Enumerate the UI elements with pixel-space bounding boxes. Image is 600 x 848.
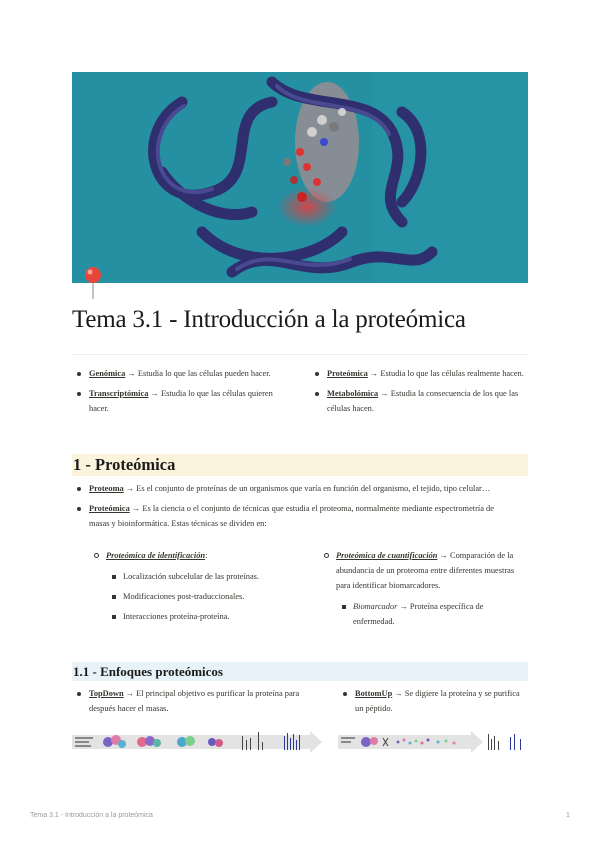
bottomup-column — [338, 686, 528, 716]
list-item: Transcriptómica → Estudia lo que las células quieren hacer. — [72, 386, 286, 416]
pin-icon — [83, 266, 103, 300]
subsection-heading: 1.1 - Enfoques proteómicos — [72, 662, 528, 681]
list-item: Proteoma → Es el conjunto de proteínas de un organismos que varía en función del organismo, el tejido, tipo celular… — [72, 481, 528, 496]
list-item: BottomUp → Se digiere la proteína y se purifica un péptido. — [338, 686, 528, 716]
list-item: Genómica → Estudia lo que las células pueden hacer. — [72, 366, 286, 381]
list-item: Modificaciones post-traduccionales. — [106, 589, 299, 604]
list-item: TopDown → El principal objetivo es purificar la proteína para después hacer el masas. — [72, 686, 318, 716]
quantification-column — [319, 548, 524, 629]
list-item: Biomarcador → Proteína específica de enfermedad. — [336, 599, 524, 629]
page-title: Tema 3.1 - Introducción a la proteómica — [72, 306, 466, 333]
list-item: Localización subcelular de las proteínas. — [106, 569, 299, 584]
footer-title: Tema 3.1 - Introducción a la proteómica — [30, 812, 153, 819]
list-item: Proteómica → Estudia lo que las células realmente hacen. — [310, 366, 528, 381]
list-item: Proteómica de identificación: Localización subcelular de las proteínas. Modificaciones post-traduccionales. Interacciones proteína-proteína. — [89, 548, 299, 624]
identification-column — [89, 548, 299, 624]
topdown-column — [72, 686, 318, 716]
list-item: Interacciones proteína-proteína. — [106, 609, 299, 624]
list-item: Metabolómica → Estudia la consecuencia de los que las células hacen. — [310, 386, 528, 416]
intro-right-column — [310, 366, 528, 416]
list-item: Proteómica de cuantificación → Comparación de la abundancia de un proteoma entre diferentes muestras para identificar biomarcadores. Biomarcador → Proteína específica de enfermedad. — [319, 548, 524, 629]
page-number: 1 — [566, 812, 570, 819]
list-item: Proteómica → Es la ciencia o el conjunto de técnicas que estudia el proteoma, normalmente mediante espectrometría de masas y bioinformática. Estas técnicas se dividen en: — [72, 501, 528, 531]
intro-left-column — [72, 366, 286, 416]
bottomup-diagram — [338, 728, 528, 756]
section1-list — [72, 481, 528, 531]
title-divider — [72, 354, 528, 355]
section-heading: 1 - Proteómica — [72, 454, 528, 476]
cover-image — [72, 72, 528, 283]
topdown-diagram — [72, 728, 322, 756]
